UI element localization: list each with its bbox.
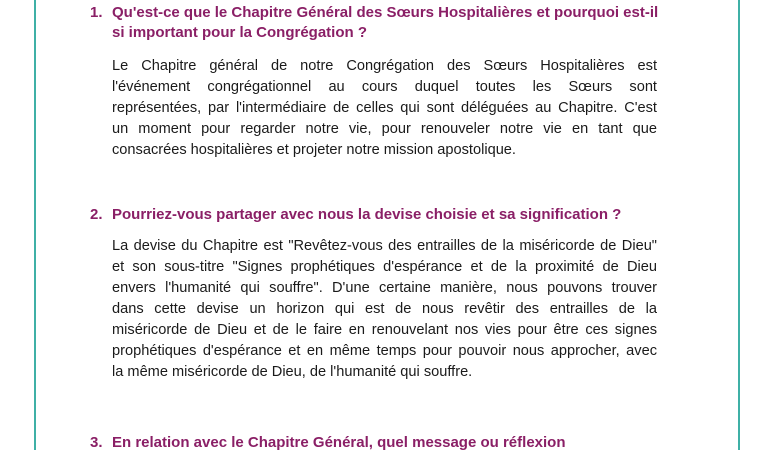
- answer-line: un moment pour regarder notre vie, pour renouveler notre vie en tant que: [112, 121, 657, 137]
- question-number: 1.: [90, 4, 103, 21]
- question-number: 2.: [90, 206, 103, 223]
- question-1-heading: [90, 3, 672, 43]
- answer-line: envers l'humanité qui souffre". D'une certaine manière, nous pouvons trouver: [112, 280, 657, 296]
- answer-line: et son sous-titre "Signes prophétiques d'espérance et de la proximité de Dieu: [112, 259, 657, 275]
- answer-2-paragraph: [112, 236, 657, 383]
- question-text: En relation avec le Chapitre Général, quel message ou réflexion: [112, 434, 566, 451]
- answer-line: l'événement congrégationnel au cours duquel toutes les Sœurs sont: [112, 79, 657, 95]
- question-text: Pourriez-vous partager avec nous la devise choisie et sa signification ?: [112, 206, 622, 223]
- question-text: Qu'est-ce que le Chapitre Général des Sœurs Hospitalières et pourquoi est-il si important pour la Congrégation ?: [112, 4, 659, 41]
- answer-line: la même miséricorde de Dieu, de l'humanité qui souffre.: [112, 364, 473, 380]
- page-border-right: [738, 0, 740, 450]
- question-number: 3.: [90, 434, 103, 451]
- answer-line: miséricorde de Dieu et de le faire en renouvelant nos vies pour être ces signes: [112, 322, 657, 338]
- answer-1-paragraph: [112, 56, 657, 161]
- answer-line: dans cette devise un horizon qui est de nous revêtir des entrailles de la: [112, 301, 657, 317]
- answer-line: prophétiques d'espérance et en même temps pour pouvoir nous approcher, avec: [112, 343, 657, 359]
- question-2-heading: [90, 205, 672, 225]
- question-3-heading: [90, 433, 672, 453]
- answer-line: La devise du Chapitre est "Revêtez-vous des entrailles de la miséricorde de Dieu": [112, 238, 657, 254]
- answer-line: représentées, par l'intermédiaire de celles qui sont déléguées au Chapitre. C'est: [112, 100, 657, 116]
- answer-line: Le Chapitre général de notre Congrégation des Sœurs Hospitalières est: [112, 58, 657, 74]
- answer-line: consacrées hospitalières et projeter notre mission apostolique.: [112, 142, 516, 158]
- page-border-left: [34, 0, 36, 450]
